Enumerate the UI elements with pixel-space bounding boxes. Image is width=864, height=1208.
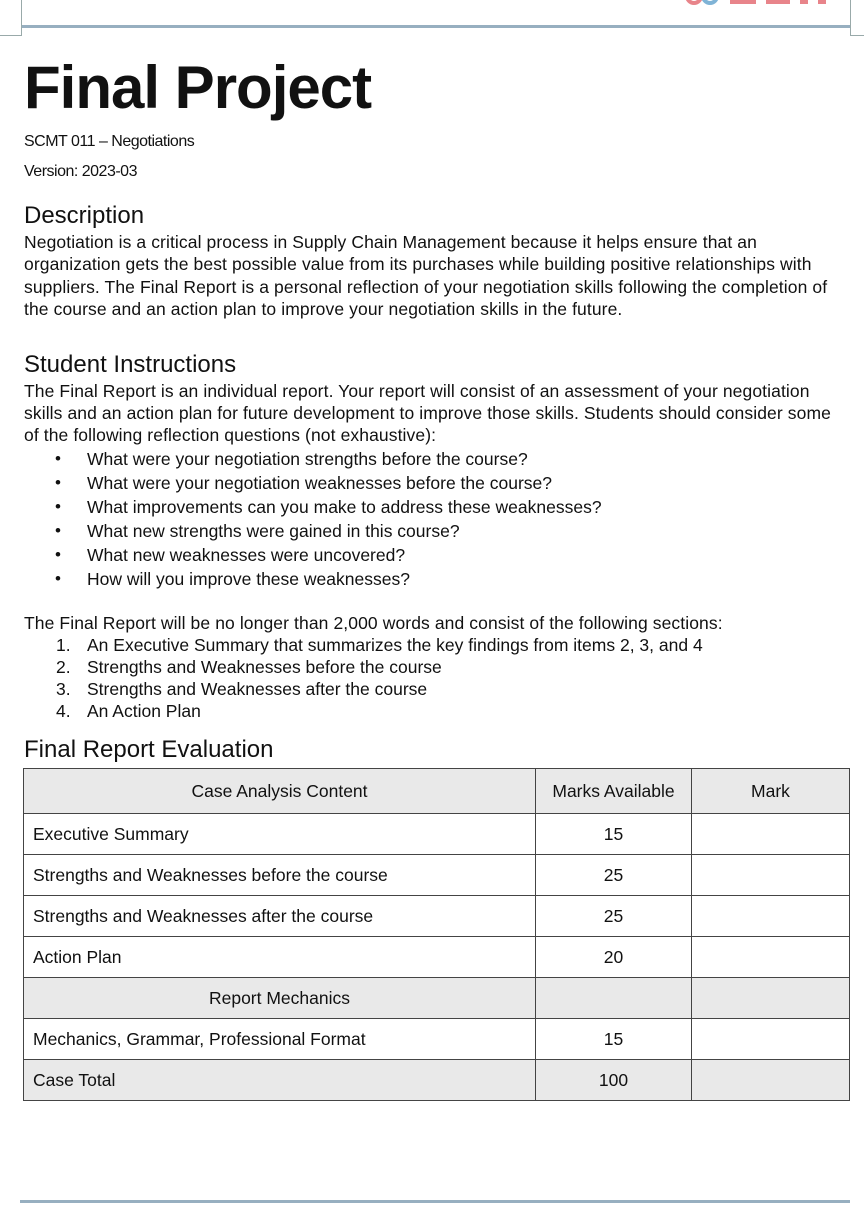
version-label: Version: 2023-03 <box>24 163 137 180</box>
criterion-cell: Mechanics, Grammar, Professional Format <box>24 1019 536 1060</box>
criterion-cell: Strengths and Weaknesses after the course <box>24 896 536 937</box>
sections-intro: The Final Report will be no longer than 2,000 words and consist of the following sections: <box>24 612 723 633</box>
marks-available-cell: 25 <box>536 855 692 896</box>
evaluation-heading: Final Report Evaluation <box>24 736 274 764</box>
section-text: Strengths and Weaknesses before the course <box>87 657 442 678</box>
reflection-questions <box>24 447 836 591</box>
empty-cell <box>692 978 850 1019</box>
question-item: • What new strengths were gained in this course? <box>24 519 836 543</box>
mark-cell[interactable] <box>692 937 850 978</box>
description-heading: Description <box>24 202 145 229</box>
mark-cell[interactable] <box>692 896 850 937</box>
question-item: • What were your negotiation strengths before the course? <box>24 447 836 471</box>
section-item <box>24 678 836 700</box>
section-number: 4. <box>56 701 71 722</box>
section-text: An Action Plan <box>87 701 201 722</box>
table-row <box>24 814 850 855</box>
marks-available-cell: 15 <box>536 814 692 855</box>
column-header: Mark <box>692 769 850 814</box>
table-row <box>24 937 850 978</box>
section-text: An Executive Summary that summarizes the key findings from items 2, 3, and 4 <box>87 635 703 656</box>
section-item <box>24 634 836 656</box>
crop-mark-right <box>850 35 864 36</box>
question-item: • How will you improve these weaknesses? <box>24 567 836 591</box>
section-item <box>24 700 836 722</box>
empty-cell <box>536 978 692 1019</box>
question-item: • What were your negotiation weaknesses before the course? <box>24 471 836 495</box>
footer-rule <box>20 1200 850 1203</box>
section-text: Strengths and Weaknesses after the course <box>87 679 428 700</box>
description-text: Negotiation is a critical process in Supply Chain Management because it helps ensure that an organization gets the best possible value from its purchases while building positive relationships with suppliers. The Final Report is a personal reflection of your negotiation skills following the completion of the course and an action plan to improve your negotiation skills in the future. <box>24 232 828 320</box>
table-row <box>24 1019 850 1060</box>
table-row <box>24 855 850 896</box>
instructions-intro: The Final Report is an individual report. Your report will consist of an assessment of your negotiation skills and an action plan for future development to improve those skills. Students should consider some of the following reflection questions (not exhaustive): <box>24 380 831 446</box>
marks-available-cell: 25 <box>536 896 692 937</box>
evaluation-table <box>23 768 850 1101</box>
crop-mark-left-vertical <box>21 0 22 36</box>
subheading-row <box>24 978 850 1019</box>
header-rule <box>22 25 850 28</box>
marks-available-cell: 20 <box>536 937 692 978</box>
crop-mark-left <box>0 35 22 36</box>
marks-available-cell: 15 <box>536 1019 692 1060</box>
mark-cell[interactable] <box>692 855 850 896</box>
mark-cell[interactable] <box>692 1019 850 1060</box>
question-item: • What improvements can you make to address these weaknesses? <box>24 495 836 519</box>
total-row <box>24 1060 850 1101</box>
mark-cell[interactable] <box>692 814 850 855</box>
section-number: 1. <box>56 635 71 656</box>
section-item <box>24 656 836 678</box>
section-number: 2. <box>56 657 71 678</box>
table-header-row <box>24 769 850 814</box>
page-title: Final Project <box>24 54 372 121</box>
report-mechanics-heading: Report Mechanics <box>24 978 536 1019</box>
column-header: Case Analysis Content <box>24 769 536 814</box>
table-row <box>24 896 850 937</box>
document-body <box>24 50 836 1101</box>
college-logo <box>680 0 850 8</box>
column-header: Marks Available <box>536 769 692 814</box>
course-name: SCMT 011 – Negotiations <box>24 133 195 150</box>
instructions-heading: Student Instructions <box>24 350 237 378</box>
criterion-cell: Strengths and Weaknesses before the course <box>24 855 536 896</box>
criterion-cell: Action Plan <box>24 937 536 978</box>
question-item: • What new weaknesses were uncovered? <box>24 543 836 567</box>
criterion-cell: Executive Summary <box>24 814 536 855</box>
total-label: Case Total <box>24 1060 536 1101</box>
total-mark-cell[interactable] <box>692 1060 850 1101</box>
report-sections <box>24 634 836 722</box>
section-number: 3. <box>56 679 71 700</box>
crop-mark-right-vertical <box>850 0 851 36</box>
total-marks: 100 <box>536 1060 692 1101</box>
